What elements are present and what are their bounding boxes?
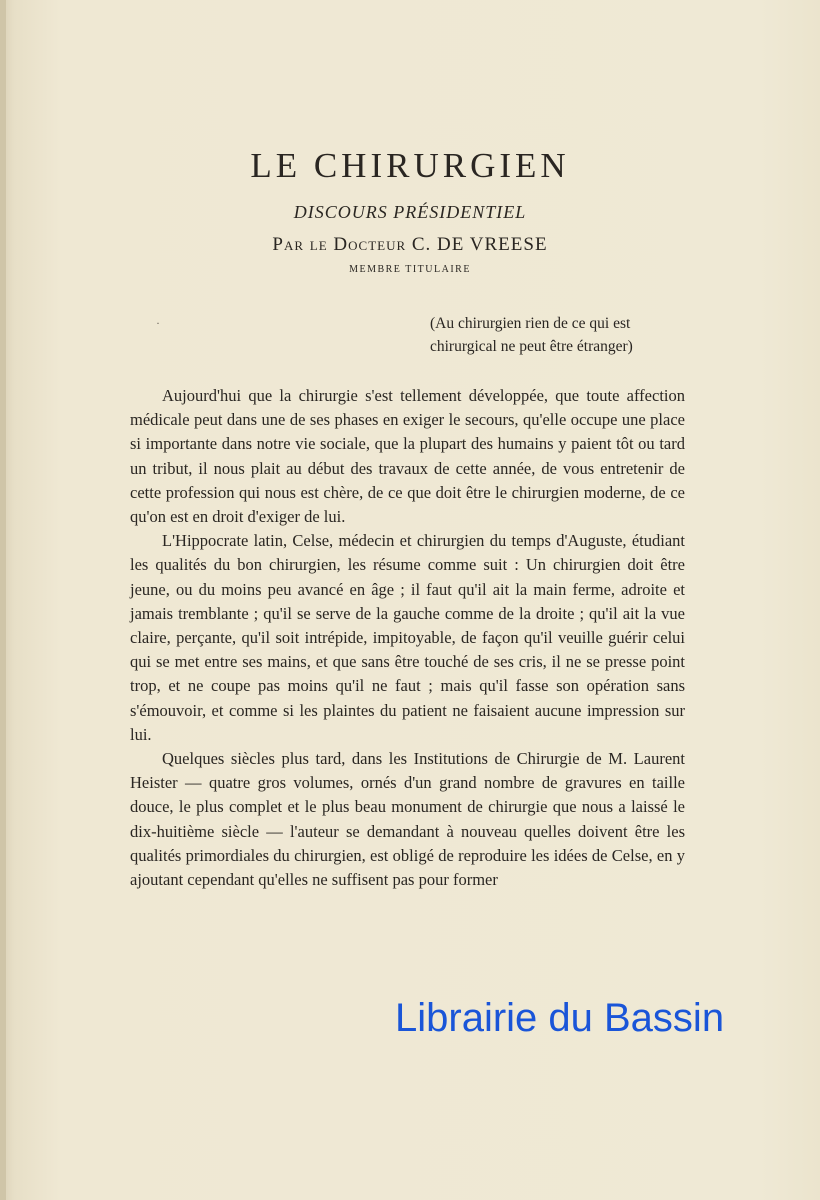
body-text <box>130 384 685 892</box>
author-line: Par le Docteur C. DE VREESE <box>272 234 548 255</box>
watermark: Librairie du Bassin <box>395 996 725 1040</box>
epigraph-line-2: chirurgical ne peut être étranger) <box>430 338 633 355</box>
page-title: LE CHIRURGIEN <box>250 146 570 185</box>
page-subtitle: DISCOURS PRÉSIDENTIEL <box>293 202 527 222</box>
paragraph-3: Quelques siècles plus tard, dans les Institutions de Chirurgie de M. Laurent Heister — quatre gros volumes, ornés d'un grand nombre de gravures en taille douce, le plus complet et le plus beau monument de chirurgie que nous a laissé le dix-huitième siècle — l'auteur se demandant à nouveau quelles doivent être les qualités primordiales du chirurgien, est obligé de reproduire les idées de Celse, en y ajoutant cependant qu'elles ne suffisent pas pour former <box>130 749 685 890</box>
paragraph-1: Aujourd'hui que la chirurgie s'est tellement développée, que toute affection médicale peut dans une de ses phases en exiger le secours, qu'elle occupe une place si importante dans notre vie sociale, que la plupart des humains y paient tôt ou tard un tribut, il nous plait au début des travaux de cette année, de vous entretenir de cette profession qui nous est chère, de ce que doit être le chirurgien moderne, de ce qu'on est en droit d'exiger de lui. <box>130 386 685 527</box>
epigraph <box>430 312 700 358</box>
paragraph-2: L'Hippocrate latin, Celse, médecin et chirurgien du temps d'Auguste, étudiant les qualités du bon chirurgien, les résume comme suit : Un chirurgien doit être jeune, ou du moins peu avancé en âge ; il faut qu'il ait la main ferme, adroite et jamais tremblante ; qu'il se serve de la gauche comme de la droite ; qu'il ait la vue claire, perçante, qu'il soit intrépide, impitoyable, de façon qu'il veuille guérir celui qui se met entre ses mains, et que sans être touché de ses cris, il ne se presse point trop, et ne coupe pas moins qu'il ne faut ; mais qu'il fasse son opération sans s'émouvoir, et comme si les plaintes du patient ne faisaient aucune impression sur lui. <box>130 531 685 744</box>
member-title: MEMBRE TITULAIRE <box>349 264 471 275</box>
stray-mark: · <box>156 316 160 330</box>
epigraph-line-1: (Au chirurgien rien de ce qui est <box>430 315 631 332</box>
